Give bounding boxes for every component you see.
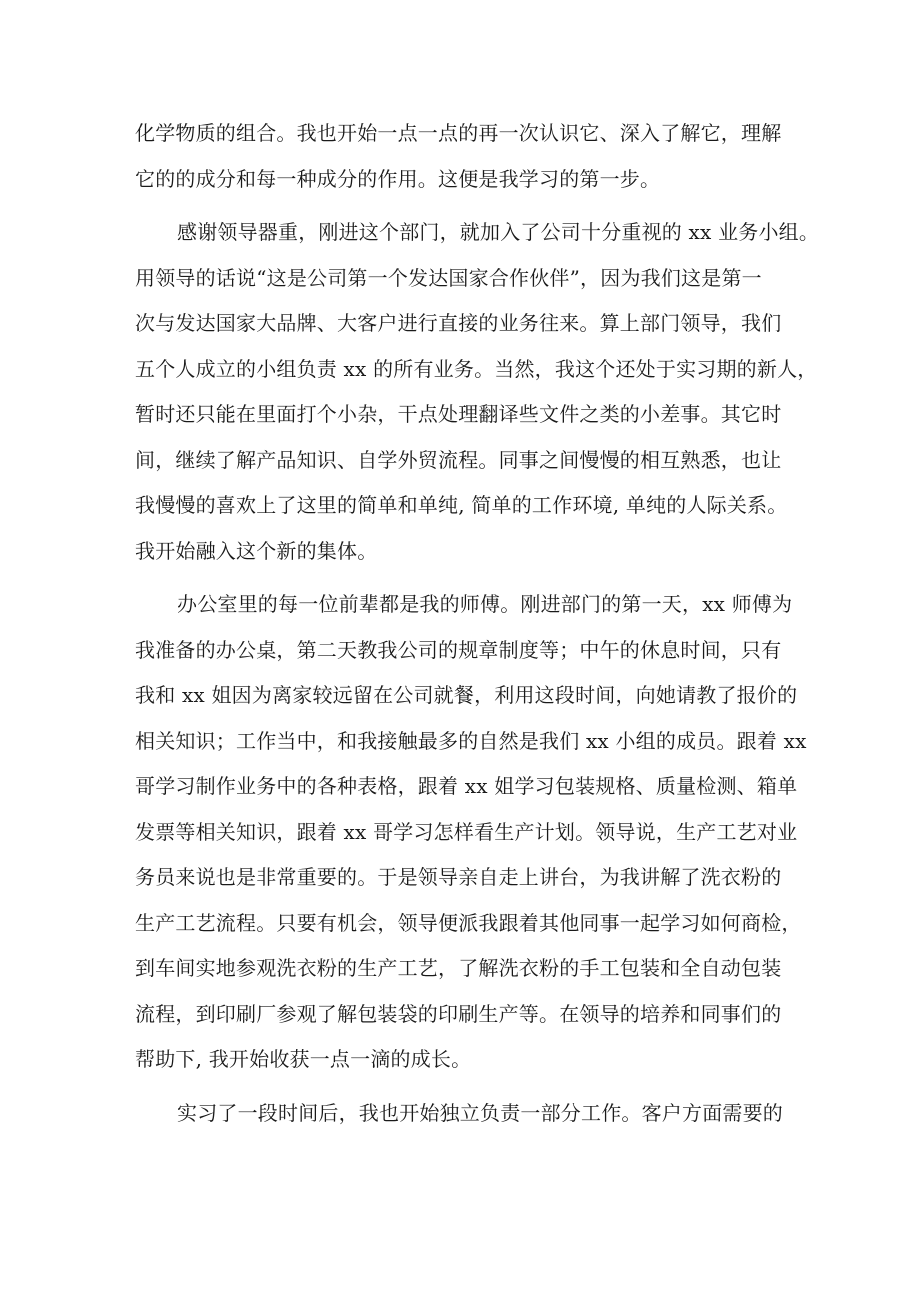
paragraph-line: 次与发达国家大品牌、大客户进行直接的业务往来。算上部门领导，我们 (135, 311, 782, 335)
paragraph-4 (135, 1091, 795, 1137)
paragraph-line: 五个人成立的小组负责 xx 的所有业务。当然，我这个还处于实习期的新人， (135, 356, 818, 381)
paragraph-line: 我准备的办公桌，第二天教我公司的规章制度等；中午的休息时间，只有 (135, 637, 782, 662)
paragraph-line: 流程，到印刷厂参观了解包装袋的印刷生产等。在领导的培养和同事们的 (135, 1001, 782, 1026)
paragraph-line: 相关知识；工作当中，和我接触最多的自然是我们 xx 小组的成员。跟着 xx (135, 728, 807, 753)
paragraph-line: 生产工艺流程。只要有机会，领导便派我跟着其他同事一起学习如何商检， (135, 910, 802, 935)
paragraph-line: 到车间实地参观洗衣粉的生产工艺，了解洗衣粉的手工包装和全自动包装 (135, 956, 782, 980)
paragraph-line: 发票等相关知识，跟着 xx 哥学习怎样看生产计划。领导说，生产工艺对业 (135, 819, 798, 844)
paragraph-line: 务员来说也是非常重要的。于是领导亲自走上讲台，为我讲解了洗衣粉的 (135, 865, 782, 889)
document-body (135, 111, 820, 1136)
paragraph-line: 帮助下, 我开始收获一点一滴的成长。 (135, 1047, 472, 1071)
paragraph-line: 我和 xx 姐因为离家较远留在公司就餐，利用这段时间，向她请教了报价的 (135, 683, 798, 707)
paragraph-line: 用领导的话说“这是公司第一个发达国家合作伙伴”，因为我们这是第一 (135, 265, 762, 290)
paragraph-line: 它的的成分和每一种成分的作用。这便是我学习的第一步。 (135, 166, 661, 191)
paragraph-first-line: 办公室里的每一位前辈都是我的师傅。刚进部门的第一天，xx 师傅为 (177, 592, 793, 616)
paragraph-2 (135, 210, 820, 574)
paragraph-1 (135, 111, 795, 202)
paragraph-line: 我慢慢的喜欢上了这里的简单和单纯, 简单的工作环境, 单纯的人际关系。 (135, 493, 788, 517)
paragraph-line: 暂时还只能在里面打个小杂，干点处理翻译些文件之类的小差事。其它时 (135, 402, 782, 426)
paragraph-first-line: 实习了一段时间后，我也开始独立负责一部分工作。客户方面需要的 (177, 1100, 783, 1125)
paragraph-line: 哥学习制作业务中的各种表格，跟着 xx 姐学习包装规格、质量检测、箱单 (135, 774, 798, 798)
paragraph-3 (135, 582, 807, 1083)
paragraph-line: 间，继续了解产品知识、自学外贸流程。同事之间慢慢的相互熟悉，也让 (135, 447, 782, 472)
paragraph-line: 化学物质的组合。我也开始一点一点的再一次认识它、深入了解它，理解 (135, 121, 782, 145)
paragraph-first-line: 感谢领导器重，刚进这个部门，就加入了公司十分重视的 xx 业务小组。 (177, 220, 820, 244)
paragraph-line: 我开始融入这个新的集体。 (135, 538, 378, 563)
